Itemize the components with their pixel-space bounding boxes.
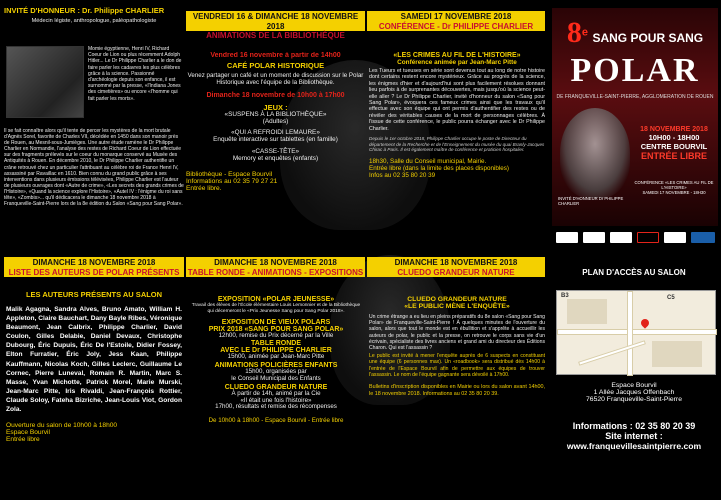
- cluedo-text2: Le public est invité à mener l'enquête auprès de 6 suspects en constituant une équipe (6 personnes max). Un «roadbook» sera distribué dès 14h00 à l'entrée de l'Espace Bourvil afin de permettre aux équipes de trouver l'assassin. Le nom de l'équipe gagnante sera dévoilé à 17h00.: [369, 353, 545, 378]
- expo2-title: EXPOSITION DE VIEUX POLARS: [221, 318, 331, 326]
- honor-title: INVITÉ D'HONNEUR : Dr. Philippe CHARLIER: [4, 6, 165, 15]
- bar-auteurs-line2: LISTE DES AUTEURS DE POLAR PRÉSENTS: [8, 267, 180, 277]
- map-road: [578, 340, 646, 365]
- poster-place: CENTRE BOURVIL: [640, 142, 708, 151]
- anim-line1: 15h00, organisées par: [245, 368, 307, 376]
- biblio-line2: Informations au 02 35 79 27 21: [186, 177, 278, 185]
- cluedo-mini-line2: «Il était une fois l'histoire»: [240, 396, 312, 404]
- samedi-lieu: 18h30, Salle du Conseil municipal, Mairie.: [369, 157, 487, 165]
- conf-sub: Conférence animée par Jean-Marc Pitte: [397, 59, 517, 66]
- conf-title: «LES CRIMES AU FIL DE L'HISTOIRE»: [393, 52, 521, 59]
- cluedo-section: [369, 296, 545, 498]
- auteurs-title: LES AUTEURS PRÉSENTS AU SALON: [25, 290, 163, 299]
- plan-site-label: Site internet :: [605, 431, 663, 441]
- prix-desc: 12h00, remise du Prix décerné par la Ville: [218, 331, 334, 339]
- sponsor-logo: [610, 232, 632, 243]
- vendredi-section: [186, 52, 365, 244]
- poster-conf: CONFÉRENCE «LES CRIMES AU FIL DE L'HISTOIRE»: [634, 180, 714, 190]
- portrait-photo: [6, 46, 84, 118]
- sponsor-logo: [637, 232, 659, 243]
- poster-skull-icon: [560, 108, 630, 198]
- samedi-section: [369, 52, 545, 248]
- expo1-desc: Travail des élèves de l'École élémentaire Louis Lemonnier et de la Bibliothèque qui décerneront le «Prix Jeunesse Sang pour Sang Polar 2018».: [191, 303, 361, 314]
- poster-conf-date: SAMEDI 17 NOVEMBRE - 18H30: [642, 190, 706, 195]
- map-road: [627, 291, 633, 376]
- jeux1: «SUSPENS À LA BIBLIOTHÈQUE»: [224, 110, 327, 118]
- table-section: [188, 296, 364, 498]
- cafe-time: Vendred 16 novembre à partir de 14h00: [210, 52, 341, 59]
- bio-small: Depuis le 1er octobre 2018, Philippe Charlier occupe le poste de Directeur du département de la Recherche et de l'Enseignement du musée du quai Branly-Jacques Chirac à Paris. Il est également maître de conférence et praticien hospitalier.: [369, 136, 545, 153]
- poster-title: POLAR: [570, 52, 700, 89]
- honor-section: [4, 6, 184, 246]
- samedi-infos: Infos au 02 35 80 20 39: [369, 171, 436, 179]
- jeux-label: JEUX :: [263, 102, 288, 112]
- plan-site-link[interactable]: www.franquevillesaintpierre.com: [566, 441, 702, 451]
- plan-address: [552, 382, 716, 500]
- jeux3: «CASSE-TÊTE»: [251, 148, 300, 155]
- bar-vendredi-line1: VENDREDI 16 & DIMANCHE 18 NOVEMBRE 2018: [192, 12, 359, 31]
- bar-vendredi: [186, 11, 365, 40]
- plan-addr3: 76520 Franqueville-Saint-Pierre: [586, 396, 682, 403]
- sponsor-logo: [691, 232, 715, 243]
- anim-title: ANIMATIONS POLICIÈRES ENFANTS: [214, 362, 338, 370]
- plan-title: PLAN D'ACCÈS AU SALON: [582, 268, 686, 277]
- tr-title2: AVEC LE Dr PHILIPPE CHARLIER: [220, 347, 332, 355]
- bar-table-line2: TABLE RONDE - ANIMATIONS - EXPOSITIONS: [187, 267, 364, 277]
- bar-samedi-line2: CONFÉRENCE - Dr PHILIPPE CHARLIER: [378, 21, 534, 31]
- cluedo-text: Un crime étrange a eu lieu en pleins préparatifs du 8e salon «Sang pour Sang Polar» de Franqueville-Saint-Pierre ! À quelques minutes de l'ouverture du salon, alors que tout le monde est en ébullition et s'apprête à accueillir les auteurs de polar, le public et la presse, on retrouve le corps sans vie d'un écrivain, spécialiste des livres anciens et grand ami du directeur des Éditions Charon. Qui est l'assassin ?: [369, 314, 545, 352]
- bar-vendredi-line2: ANIMATIONS DE LA BIBLIOTHÈQUE: [206, 31, 345, 40]
- ouverture-line2: Espace Bourvil: [6, 429, 50, 437]
- plan-addr2: 1 Allée Jacques Offenbach: [593, 389, 675, 396]
- jeux3b: Memory et enquêtes (enfants): [232, 154, 319, 162]
- biblio-line1: Bibliothèque - Espace Bourvil: [186, 170, 273, 178]
- auteurs-list: Malik Agagna, Sandra Alves, Bruno Amato, William H. Appleton, Claire Bauchart, Dany Bayle Ribes, Véronique Beaumont, Jean Calbrix, Philippe Charlier, David Coulon, Gilles Delabie, Daniel Devaux, Christophe Dubourg, Éric Dupuis, Éric De l'Estoile, Didier Fossey, Elton Furratier, Éric Joly, Jess Kaan, Philippe Kauffmann, Nicolas Koch, Gilles Leclerc, Guillaume Le Cornec, Pierre Luneval, Romain R. Martin, Marc S. Masse, Yvan Michotte, Patrick Morel, Marie Murski, Jean-Marc Pitte, Iris Rivaldi, Jean-François Rottier, Claude Soloy, Fateha Bizriche, Jean-Louis Viot, Gordon Zola.: [6, 306, 182, 414]
- bar-samedi: [367, 11, 545, 31]
- honor-bio-main: Il se fait connaître alors qu'il tente de percer les mystères de la mort brutale d'Agnès Sorel, favorite de Charles VII, décédée en 1450 dans son manoir près de Rouen, au Mesnil-sous-Jumièges. Une autre étude ramène le Dr Philippe Charlier en Normandie, l'analyse des restes de Richard Coeur de Lion effectuée sur des fragments prélevés sur le coeur du monarque conservé au Musée des Antiquités à Rouen. En décembre 2010, le Dr Philippe Charlier authentifie un crâne retrouvé chez un particulier l'attribuant au célèbre roi de France Henri IV, assassiné par Ravaillac en 1610. Bien connu du grand public grâce à ses interventions dans plusieurs émissions télévisées, Philippe Charlier est l'auteur de plusieurs ouvrages dont «Autre de crime», «Les secrets des grands crimes de l'Histoire», «Quand la science explore l'Histoire», «Autel IV : l'énigme du roi sans tête», «Zombis»... qu'il dédicacera le dimanche 18 novembre 2018 à Franqueville-Saint-Pierre lors de la 8e édition du Salon «Sang pour Sang Polar».: [4, 128, 184, 208]
- bar-table: [186, 257, 365, 277]
- cluedo-title2: «LE PUBLIC MÈNE L'ENQUÊTE»: [404, 303, 510, 310]
- bar-cluedo: [367, 257, 545, 277]
- bar-table-line1: DIMANCHE 18 NOVEMBRE 2018: [214, 258, 337, 267]
- conf-text: Les Tueurs et tueuses en série sont devenus tout au long de notre histoire dont certains restent encore mystérieux. Grâce au progrès de la science, les énigmes d'hier et d'aujourd'hui sont plus facilement résolues donnant lieu parfois à de surprenantes découvertes, mais jusqu'où la science peut-elle aller ? Le Dr Philippe Charlier, invité d'honneur du salon «Sang pour Sang Polar», évoquera ces fameux crimes ainsi que les travaux qu'il effectue avec son équipe qui ont permis d'authentifier des restes ou de révéler des véritables causes de la mort de personnages célèbres. À l'issue de cette conférence, le public pourra échanger avec le Dr Philippe Charlier.: [369, 68, 545, 132]
- cafe-desc: Venez partager un café et un moment de discussion sur le Polar Historique avec l'équipe de la Bibliothèque.: [187, 72, 364, 87]
- cluedo-title1: CLUEDO GRANDEUR NATURE: [407, 296, 507, 303]
- expo1-title: EXPOSITION «POLAR JEUNESSE»: [217, 296, 335, 303]
- cluedo-mini-title: CLUEDO GRANDEUR NATURE: [224, 383, 328, 391]
- honor-subtitle: Médecin légiste, anthropologue, paléopathologiste: [31, 18, 157, 24]
- anim-line2: le Conseil Municipal des Enfants: [231, 374, 321, 382]
- jeux2b: Enquête interactive sur tablettes (en famille): [213, 136, 338, 144]
- bar-cluedo-line2: CLUEDO GRANDEUR NATURE: [397, 267, 515, 277]
- map-block: [567, 299, 607, 324]
- poster-entry: ENTRÉE LIBRE: [640, 151, 707, 161]
- cluedo-text3: Bulletins d'inscription disponibles en Mairie ou lors du salon avant 14h00, le 18 novembre 2018. Informations au 02 35 80 20 39.: [369, 384, 545, 397]
- ouverture-line1: Ouverture du salon de 10h00 à 18h00: [6, 422, 118, 430]
- event-poster: [552, 8, 718, 226]
- map-label-c5: C5: [667, 295, 675, 301]
- tr-desc: 15h00, animée par Jean-Marc Pitte: [227, 353, 325, 361]
- bar-samedi-line1: SAMEDI 17 NOVEMBRE 2018: [400, 12, 512, 21]
- poster-line1: SANG POUR SANG: [592, 31, 704, 45]
- sponsor-logo: [556, 232, 578, 243]
- map-block: [652, 341, 702, 367]
- honor-bio-right: Momie égyptienne, Henri IV, Richard Coeur de Lion ou plus récemment Adolph Hitler... Le Dr Philippe Charlier a le don de faire parler les cadavres les plus célèbres grâce à la science. Passionné d'archéologie depuis son enfance, il est surnommé par la presse, «l'Indiana Jones des cimetières» ou encore «l'homme qui fait parler les morts».: [88, 46, 182, 102]
- poster-sup: e: [581, 26, 588, 39]
- jeux1b: (Adultes): [262, 117, 289, 125]
- bar-auteurs: [4, 257, 184, 277]
- prix-title: PRIX 2018 «SANG POUR SANG POLAR»: [208, 325, 344, 333]
- cafe-title: CAFÉ POLAR HISTORIQUE: [226, 61, 325, 70]
- map-pin-icon: [639, 317, 650, 328]
- poster-date: 18 NOVEMBRE 2018: [640, 126, 708, 133]
- jeux2: «QUI A REFROIDI LEMAURE»: [231, 129, 320, 137]
- plan-info: Informations : 02 35 80 20 39: [572, 421, 696, 431]
- map-road: [557, 329, 717, 335]
- samedi-entree: Entrée libre (dans la limite des places disponibles): [369, 164, 510, 172]
- biblio-line3: Entrée libre.: [186, 184, 222, 192]
- map-label-b3: B3: [561, 293, 569, 299]
- poster-edition: 8: [566, 16, 582, 49]
- tr-title: TABLE RONDE: [250, 340, 302, 348]
- bar-cluedo-line1: DIMANCHE 18 NOVEMBRE 2018: [394, 258, 518, 267]
- poster-hours: 10H00 - 18H00: [648, 133, 700, 142]
- table-footer: De 10h00 à 18h00 - Espace Bourvil - Entrée libre: [208, 417, 344, 425]
- ouverture-line3: Entrée libre: [6, 436, 40, 444]
- poster-guest: INVITÉ D'HONNEUR Dr PHILIPPE CHARLIER: [558, 196, 624, 206]
- sponsor-logo: [583, 232, 605, 243]
- bar-auteurs-line1: DIMANCHE 18 NOVEMBRE 2018: [32, 258, 156, 267]
- auteurs-section: [6, 290, 182, 496]
- sponsor-logo: [664, 232, 686, 243]
- dim-time: Dimanche 18 novembre de 10h00 à 17h00: [206, 91, 345, 99]
- access-map: [556, 290, 716, 375]
- poster-subtitle: DE FRANQUEVILLE-SAINT-PIERRE, AGGLOMERATION DE ROUEN: [556, 94, 714, 100]
- cluedo-mini-line1: À partir de 14h, animé par la Cie: [231, 389, 321, 397]
- plan-addr1: Espace Bourvil: [611, 382, 657, 389]
- cluedo-mini-line3: 17h00, résultats et remise des récompenses: [215, 403, 337, 411]
